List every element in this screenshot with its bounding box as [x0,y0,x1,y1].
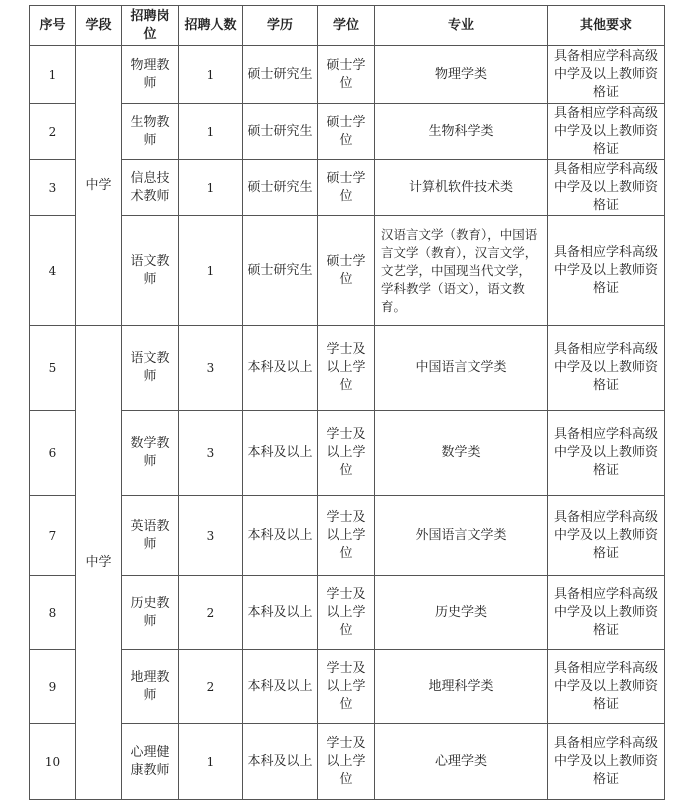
row-requirement: 具备相应学科高级中学及以上教师资格证 [548,46,665,104]
header-no: 序号 [30,6,76,46]
row-major: 计算机软件技术类 [375,160,548,216]
row-degree: 学士及以上学位 [318,724,375,800]
row-requirement: 具备相应学科高级中学及以上教师资格证 [548,496,665,576]
row-count: 1 [179,104,243,160]
row-major: 外国语言文学类 [375,496,548,576]
table-row [30,496,665,576]
table-row [30,576,665,650]
row-degree: 学士及以上学位 [318,326,375,411]
row-requirement: 具备相应学科高级中学及以上教师资格证 [548,160,665,216]
row-education: 硕士研究生 [243,160,318,216]
row-education: 硕士研究生 [243,104,318,160]
row-education: 本科及以上 [243,576,318,650]
row-post: 语文教师 [122,216,179,326]
row-major: 中国语言文学类 [375,326,548,411]
row-count: 1 [179,160,243,216]
header-education: 学历 [243,6,318,46]
row-no: 10 [30,724,76,800]
row-no: 1 [30,46,76,104]
row-major: 数学类 [375,411,548,496]
table-row [30,650,665,724]
row-count: 1 [179,216,243,326]
row-education: 本科及以上 [243,650,318,724]
table-row [30,160,665,216]
recruitment-table [29,5,665,800]
table-row [30,104,665,160]
row-degree: 学士及以上学位 [318,411,375,496]
row-no: 9 [30,650,76,724]
stage-cell: 中学 [76,326,122,800]
row-degree: 学士及以上学位 [318,650,375,724]
header-post: 招聘岗位 [122,6,179,46]
table-row [30,216,665,326]
row-education: 本科及以上 [243,496,318,576]
row-education: 硕士研究生 [243,216,318,326]
row-major: 生物科学类 [375,104,548,160]
table-row [30,411,665,496]
row-requirement: 具备相应学科高级中学及以上教师资格证 [548,216,665,326]
row-requirement: 具备相应学科高级中学及以上教师资格证 [548,411,665,496]
row-post: 信息技术教师 [122,160,179,216]
row-count: 3 [179,411,243,496]
row-no: 5 [30,326,76,411]
table-row [30,724,665,800]
row-requirement: 具备相应学科高级中学及以上教师资格证 [548,650,665,724]
table-row [30,326,665,411]
row-count: 3 [179,326,243,411]
table-row [30,46,665,104]
row-count: 1 [179,46,243,104]
row-post: 历史教师 [122,576,179,650]
row-major: 历史学类 [375,576,548,650]
row-no: 7 [30,496,76,576]
row-no: 6 [30,411,76,496]
row-post: 英语教师 [122,496,179,576]
row-degree: 硕士学位 [318,216,375,326]
header-stage: 学段 [76,6,122,46]
row-no: 8 [30,576,76,650]
row-major: 地理科学类 [375,650,548,724]
row-degree: 学士及以上学位 [318,496,375,576]
row-count: 1 [179,724,243,800]
row-major: 心理学类 [375,724,548,800]
row-no: 2 [30,104,76,160]
row-no: 4 [30,216,76,326]
row-degree: 硕士学位 [318,160,375,216]
row-degree: 学士及以上学位 [318,576,375,650]
row-education: 本科及以上 [243,411,318,496]
header-row [30,6,665,46]
row-education: 本科及以上 [243,326,318,411]
row-degree: 硕士学位 [318,104,375,160]
header-major: 专业 [375,6,548,46]
row-post: 数学教师 [122,411,179,496]
stage-cell: 中学 [76,46,122,326]
row-education: 本科及以上 [243,724,318,800]
row-major: 汉语言文学（教育），中国语言文学（教育），汉言文学，文艺学，中国现当代文学，学科教学（语文），语文教育。 [375,216,548,326]
row-requirement: 具备相应学科高级中学及以上教师资格证 [548,576,665,650]
row-major: 物理学类 [375,46,548,104]
row-requirement: 具备相应学科高级中学及以上教师资格证 [548,326,665,411]
header-other-requirements: 其他要求 [548,6,665,46]
row-post: 心理健康教师 [122,724,179,800]
header-count: 招聘人数 [179,6,243,46]
row-post: 地理教师 [122,650,179,724]
row-no: 3 [30,160,76,216]
row-requirement: 具备相应学科高级中学及以上教师资格证 [548,104,665,160]
header-degree: 学位 [318,6,375,46]
row-degree: 硕士学位 [318,46,375,104]
row-count: 3 [179,496,243,576]
row-post: 语文教师 [122,326,179,411]
row-requirement: 具备相应学科高级中学及以上教师资格证 [548,724,665,800]
row-post: 生物教师 [122,104,179,160]
row-education: 硕士研究生 [243,46,318,104]
row-post: 物理教师 [122,46,179,104]
row-count: 2 [179,576,243,650]
row-count: 2 [179,650,243,724]
